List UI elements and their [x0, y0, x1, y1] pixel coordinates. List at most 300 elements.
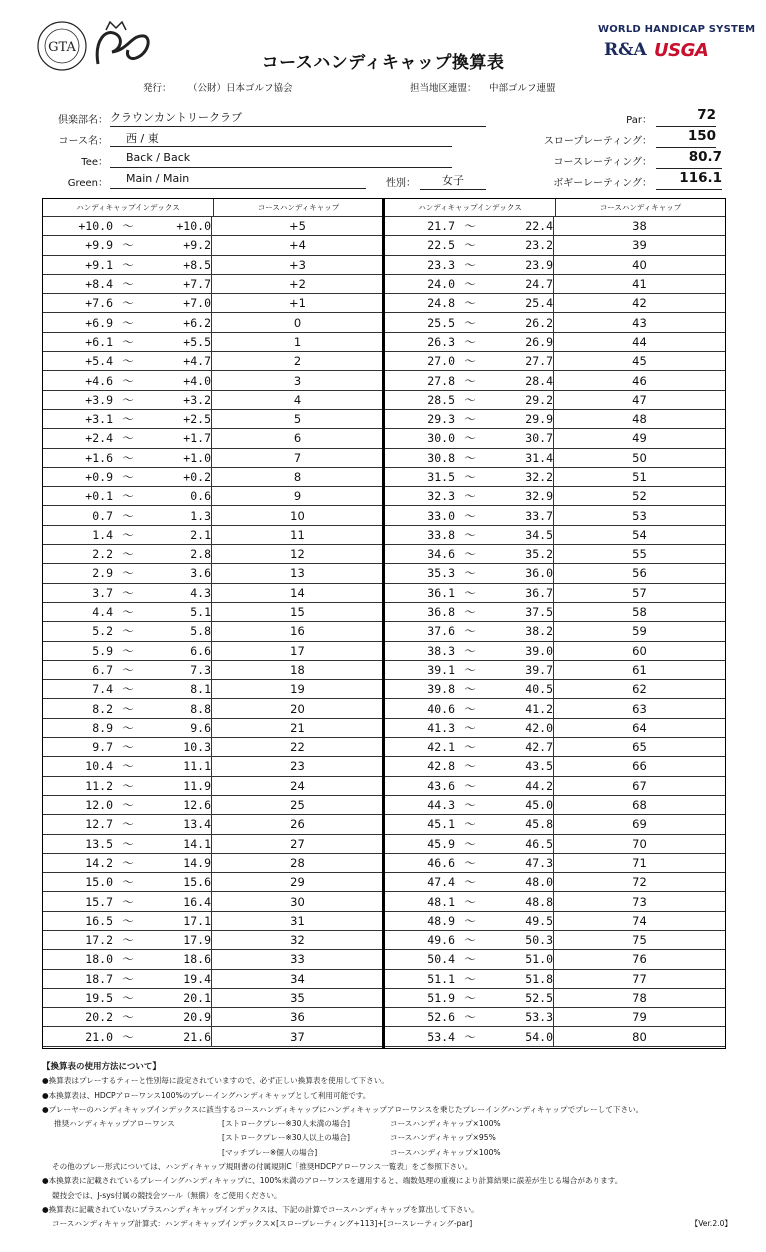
table-row: [43, 256, 383, 275]
range-tilde: ～: [122, 373, 134, 388]
range-tilde: ～: [464, 547, 476, 562]
table-row: [385, 256, 725, 275]
index-to: 44.2: [525, 778, 553, 793]
range-tilde: ～: [464, 952, 476, 967]
allowance-format: [マッチプレー※個人の場合]: [222, 1147, 318, 1157]
green-label: Green：: [67, 178, 108, 189]
index-to: 29.9: [525, 412, 553, 427]
green-value: Main / Main: [110, 172, 366, 189]
index-to: 33.7: [525, 508, 553, 523]
table-row: [43, 584, 383, 603]
index-to: 52.5: [525, 991, 553, 1006]
range-tilde: ～: [122, 836, 134, 851]
index-to: 13.4: [183, 817, 211, 832]
table-right-body: [385, 217, 725, 1047]
index-to: 11.9: [183, 778, 211, 793]
range-tilde: ～: [464, 527, 476, 542]
index-to: 7.3: [190, 662, 211, 677]
index-from: 10.4: [85, 759, 113, 774]
course-handicap: 73: [553, 892, 725, 910]
course-handicap: 55: [553, 545, 725, 563]
index-to: 22.4: [525, 219, 553, 234]
range-tilde: ～: [464, 875, 476, 890]
course-handicap: 53: [553, 506, 725, 524]
course-handicap: 49: [553, 429, 725, 447]
index-from: 16.5: [85, 913, 113, 928]
course-handicap: 32: [211, 931, 383, 949]
course-handicap: 52: [553, 487, 725, 505]
table-row: [385, 584, 725, 603]
index-from: 15.0: [85, 875, 113, 890]
index-to: 18.6: [183, 952, 211, 967]
index-from: 37.6: [427, 624, 455, 639]
course-handicap: 40: [553, 256, 725, 274]
index-to: 12.6: [183, 798, 211, 813]
index-to: 47.3: [525, 855, 553, 870]
range-tilde: ～: [464, 585, 476, 600]
gender-value: 女子: [420, 172, 486, 190]
index-from: 12.7: [85, 817, 113, 832]
course-handicap: 7: [211, 449, 383, 467]
table-row: [43, 352, 383, 371]
note: ●プレーヤーのハンディキャップインデックスに該当するコースハンディキャップにハンディキャップアローワンスを乗じたプレーイングハンディキャップでプレーして下さい。: [42, 1104, 644, 1114]
index-to: 41.2: [525, 701, 553, 716]
index-to: 26.2: [525, 315, 553, 330]
course-handicap: 50: [553, 449, 725, 467]
table-row: [385, 989, 725, 1008]
tee-label: Tee：: [81, 157, 108, 168]
course-handicap: 75: [553, 931, 725, 949]
course-handicap: 22: [211, 738, 383, 756]
index-from: 31.5: [427, 470, 455, 484]
index-to: 30.7: [525, 431, 553, 446]
index-from: 48.1: [427, 894, 455, 909]
table-row: [385, 603, 725, 622]
range-tilde: ～: [122, 315, 134, 330]
allowance-label: 推奨ハンディキャップアローワンス: [54, 1119, 175, 1129]
index-to: 6.6: [190, 643, 211, 658]
range-tilde: ～: [122, 277, 134, 292]
course-handicap: 67: [553, 777, 725, 795]
note: 競技会では、J-sys付属の競技会ツール（無償）をご使用ください。: [52, 1190, 282, 1200]
table-row: [43, 661, 383, 680]
table-row: [385, 1027, 725, 1046]
range-tilde: ～: [122, 798, 134, 813]
index-to: 1.3: [190, 508, 211, 523]
course-handicap: 25: [211, 796, 383, 814]
index-to: 49.5: [525, 913, 553, 928]
conversion-table: [42, 198, 726, 1049]
index-to: 54.0: [525, 1029, 553, 1044]
index-from: +10.0: [78, 219, 113, 234]
index-from: 21.7: [427, 219, 455, 234]
index-to: 2.1: [190, 527, 211, 542]
index-from: 47.4: [427, 875, 455, 890]
index-to: 5.1: [190, 605, 211, 620]
table-row: [43, 796, 383, 815]
range-tilde: ～: [464, 470, 476, 484]
table-row: [385, 892, 725, 911]
table-row: [43, 545, 383, 564]
index-from: 45.9: [427, 836, 455, 851]
index-to: +1.0: [183, 450, 211, 465]
index-to: 40.5: [525, 682, 553, 697]
course-handicap: 12: [211, 545, 383, 563]
index-to: +6.2: [183, 315, 211, 330]
index-from: 5.9: [92, 643, 113, 658]
table-row: [385, 487, 725, 506]
course-handicap: 16: [211, 622, 383, 640]
index-to: +2.5: [183, 412, 211, 427]
range-tilde: ～: [122, 489, 134, 504]
index-from: 8.9: [92, 720, 113, 735]
table-header: [385, 199, 725, 217]
range-tilde: ～: [122, 334, 134, 349]
index-to: 34.5: [525, 527, 553, 542]
table-row: [43, 564, 383, 583]
index-from: 51.9: [427, 991, 455, 1006]
header-handicap-index: ハンディキャップインデックス: [418, 203, 522, 212]
range-tilde: ～: [464, 855, 476, 870]
index-from: 27.8: [427, 373, 455, 388]
range-tilde: ～: [122, 720, 134, 735]
index-to: 28.4: [525, 373, 553, 388]
index-to: +7.7: [183, 277, 211, 292]
range-tilde: ～: [464, 431, 476, 446]
index-from: 50.4: [427, 952, 455, 967]
table-row: [385, 777, 725, 796]
course-handicap: 31: [211, 912, 383, 930]
course-rating-value: 80.7: [656, 149, 722, 169]
index-from: 53.4: [427, 1029, 455, 1044]
index-from: 39.1: [427, 662, 455, 677]
course-handicap: 63: [553, 699, 725, 717]
table-left-half: [43, 199, 383, 1047]
allowance-row: [42, 1117, 732, 1131]
course-handicap: 2: [211, 352, 383, 370]
index-from: 21.0: [85, 1029, 113, 1044]
slope-value: 150: [656, 128, 716, 148]
table-row: [43, 236, 383, 255]
whs-logo-text: WORLD HANDICAP SYSTEM: [598, 24, 756, 35]
table-row: [385, 950, 725, 969]
index-from: 24.8: [427, 296, 455, 311]
course-handicap: 29: [211, 873, 383, 891]
course-handicap: +3: [211, 256, 383, 274]
index-to: 48.0: [525, 875, 553, 890]
range-tilde: ～: [122, 701, 134, 716]
range-tilde: ～: [464, 798, 476, 813]
index-from: 44.3: [427, 798, 455, 813]
range-tilde: ～: [464, 701, 476, 716]
index-from: 7.4: [92, 682, 113, 697]
table-row: [43, 275, 383, 294]
index-from: 18.7: [85, 971, 113, 986]
course-handicap: 11: [211, 526, 383, 544]
index-to: 53.3: [525, 1010, 553, 1025]
index-to: 5.8: [190, 624, 211, 639]
table-row: [385, 738, 725, 757]
par-label: Par：: [626, 115, 652, 126]
index-to: +3.2: [183, 392, 211, 407]
index-to: +8.5: [183, 257, 211, 272]
course-handicap: 9: [211, 487, 383, 505]
index-from: 36.1: [427, 585, 455, 600]
table-row: [43, 526, 383, 545]
range-tilde: ～: [464, 489, 476, 504]
index-from: 36.8: [427, 605, 455, 620]
par-value: 72: [656, 107, 716, 127]
table-row: [43, 835, 383, 854]
range-tilde: ～: [464, 238, 476, 253]
index-from: +6.1: [85, 334, 113, 349]
table-row: [385, 391, 725, 410]
issuer: （公財）日本ゴルフ協会: [188, 83, 293, 94]
course-handicap: 79: [553, 1008, 725, 1026]
index-from: +2.4: [85, 431, 113, 446]
range-tilde: ～: [122, 566, 134, 581]
index-from: +0.1: [85, 489, 113, 504]
index-from: 43.6: [427, 778, 455, 793]
index-to: 24.7: [525, 277, 553, 292]
course-handicap: 13: [211, 564, 383, 582]
index-from: 5.2: [92, 624, 113, 639]
index-from: 12.0: [85, 798, 113, 813]
range-tilde: ～: [122, 894, 134, 909]
index-from: 26.3: [427, 334, 455, 349]
course-handicap: +4: [211, 236, 383, 254]
table-row: [43, 854, 383, 873]
header-handicap-index: ハンディキャップインデックス: [76, 203, 180, 212]
course-rating-label: コースレーティング：: [553, 157, 652, 168]
range-tilde: ～: [122, 412, 134, 427]
course-handicap: 15: [211, 603, 383, 621]
table-row: [385, 835, 725, 854]
table-row: [385, 854, 725, 873]
table-row: [385, 526, 725, 545]
note: その他のプレー形式については、ハンディキャップ規則書の付属規則C「推奨HDCPアローワンス一覧表」をご参照下さい。: [52, 1162, 473, 1172]
index-from: 0.7: [92, 508, 113, 523]
index-to: 21.6: [183, 1029, 211, 1044]
index-to: 51.8: [525, 971, 553, 986]
range-tilde: ～: [122, 605, 134, 620]
table-row: [43, 506, 383, 525]
range-tilde: ～: [122, 875, 134, 890]
index-from: 32.3: [427, 489, 455, 504]
table-row: [385, 622, 725, 641]
jga-monogram: GTA: [48, 40, 76, 55]
course-handicap: 38: [553, 217, 725, 235]
index-to: 32.2: [525, 470, 553, 484]
index-to: 25.4: [525, 296, 553, 311]
table-row: [43, 777, 383, 796]
table-row: [43, 603, 383, 622]
course-handicap: 77: [553, 970, 725, 988]
course-handicap: 51: [553, 468, 725, 486]
table-row: [43, 333, 383, 352]
course-handicap: 10: [211, 506, 383, 524]
index-to: 45.8: [525, 817, 553, 832]
course-handicap: 45: [553, 352, 725, 370]
table-row: [43, 950, 383, 969]
range-tilde: ～: [464, 1029, 476, 1044]
index-from: 42.8: [427, 759, 455, 774]
range-tilde: ～: [122, 855, 134, 870]
index-from: +4.6: [85, 373, 113, 388]
table-row: [43, 1027, 383, 1046]
index-from: 48.9: [427, 913, 455, 928]
index-to: 8.8: [190, 701, 211, 716]
range-tilde: ～: [464, 508, 476, 523]
index-from: 4.4: [92, 605, 113, 620]
index-from: 51.1: [427, 971, 455, 986]
course-handicap: 28: [211, 854, 383, 872]
index-to: 43.5: [525, 759, 553, 774]
table-row: [385, 294, 725, 313]
range-tilde: ～: [122, 952, 134, 967]
index-to: 8.1: [190, 682, 211, 697]
range-tilde: ～: [122, 585, 134, 600]
range-tilde: ～: [464, 566, 476, 581]
index-from: 45.1: [427, 817, 455, 832]
course-handicap: 5: [211, 410, 383, 428]
page-title: コースハンディキャップ換算表: [261, 53, 505, 73]
index-from: 24.0: [427, 277, 455, 292]
index-to: 51.0: [525, 952, 553, 967]
index-from: 3.7: [92, 585, 113, 600]
range-tilde: ～: [464, 605, 476, 620]
index-from: 11.2: [85, 778, 113, 793]
table-row: [43, 622, 383, 641]
index-to: 23.9: [525, 257, 553, 272]
index-to: +7.0: [183, 296, 211, 311]
index-from: 14.2: [85, 855, 113, 870]
index-to: +9.2: [183, 238, 211, 253]
index-from: +5.4: [85, 354, 113, 369]
range-tilde: ～: [464, 991, 476, 1006]
club-name: クラウンカントリークラブ: [110, 109, 486, 127]
index-to: 20.9: [183, 1010, 211, 1025]
bogey-rating-value: 116.1: [656, 170, 722, 190]
formula: コースハンディキャップ計算式：ハンディキャップインデックス×[スロープレーティング÷113]+[コースレーティング-par]: [52, 1219, 473, 1229]
table-row: [43, 719, 383, 738]
index-from: +8.4: [85, 277, 113, 292]
course-handicap: 66: [553, 757, 725, 775]
table-row: [385, 371, 725, 390]
tee-value: Back / Back: [110, 151, 452, 168]
table-row: [43, 429, 383, 448]
range-tilde: ～: [464, 817, 476, 832]
table-row: [43, 757, 383, 776]
course-handicap: 59: [553, 622, 725, 640]
range-tilde: ～: [464, 836, 476, 851]
index-from: 19.5: [85, 991, 113, 1006]
usage-notes: [42, 1060, 732, 1232]
course-handicap: 70: [553, 835, 725, 853]
course-handicap: 80: [553, 1027, 725, 1045]
table-row: [385, 970, 725, 989]
version: 【Ver.2.0】: [690, 1219, 732, 1229]
allowance-format: [ストロークプレー※30人未満の場合]: [222, 1119, 350, 1129]
table-row: [43, 912, 383, 931]
index-from: 34.6: [427, 547, 455, 562]
index-from: +7.6: [85, 296, 113, 311]
index-to: 2.8: [190, 547, 211, 562]
range-tilde: ～: [464, 759, 476, 774]
index-to: 42.0: [525, 720, 553, 735]
table-row: [385, 468, 725, 487]
index-to: 32.9: [525, 489, 553, 504]
range-tilde: ～: [122, 296, 134, 311]
table-row: [385, 333, 725, 352]
course-handicap: 24: [211, 777, 383, 795]
course-handicap: 48: [553, 410, 725, 428]
index-to: 36.0: [525, 566, 553, 581]
index-from: 25.5: [427, 315, 455, 330]
index-to: 26.9: [525, 334, 553, 349]
table-row: [43, 391, 383, 410]
range-tilde: ～: [122, 759, 134, 774]
table-row: [385, 719, 725, 738]
range-tilde: ～: [122, 257, 134, 272]
allowance-value: コースハンディキャップ×95%: [390, 1133, 496, 1143]
index-to: 35.2: [525, 547, 553, 562]
course-handicap: 41: [553, 275, 725, 293]
course-handicap: 60: [553, 642, 725, 660]
course-handicap: 64: [553, 719, 725, 737]
table-row: [43, 873, 383, 892]
course-handicap: 46: [553, 371, 725, 389]
course-handicap: 3: [211, 371, 383, 389]
course-handicap: 62: [553, 680, 725, 698]
index-to: 39.0: [525, 643, 553, 658]
index-from: 23.3: [427, 257, 455, 272]
table-row: [43, 313, 383, 332]
allowance-format: [ストロークプレー※30人以上の場合]: [222, 1133, 350, 1143]
table-row: [43, 815, 383, 834]
course-handicap: 18: [211, 661, 383, 679]
table-row: [385, 873, 725, 892]
range-tilde: ～: [122, 219, 134, 234]
index-from: 2.2: [92, 547, 113, 562]
range-tilde: ～: [122, 971, 134, 986]
index-to: 37.5: [525, 605, 553, 620]
course-handicap: 76: [553, 950, 725, 968]
index-from: 2.9: [92, 566, 113, 581]
course-handicap: 56: [553, 564, 725, 582]
course-handicap: 0: [211, 313, 383, 331]
course-handicap: 34: [211, 970, 383, 988]
table-row: [385, 757, 725, 776]
table-row: [43, 970, 383, 989]
range-tilde: ～: [122, 778, 134, 793]
range-tilde: ～: [464, 894, 476, 909]
table-row: [43, 680, 383, 699]
table-row: [43, 294, 383, 313]
range-tilde: ～: [122, 508, 134, 523]
course-handicap: 23: [211, 757, 383, 775]
course-handicap: 47: [553, 391, 725, 409]
course-handicap: 68: [553, 796, 725, 814]
allowance-value: コースハンディキャップ×100%: [390, 1147, 501, 1157]
index-from: +1.6: [85, 450, 113, 465]
index-from: +9.1: [85, 257, 113, 272]
table-row: [385, 680, 725, 699]
index-to: 36.7: [525, 585, 553, 600]
course-handicap: 1: [211, 333, 383, 351]
index-to: 46.5: [525, 836, 553, 851]
range-tilde: ～: [464, 778, 476, 793]
